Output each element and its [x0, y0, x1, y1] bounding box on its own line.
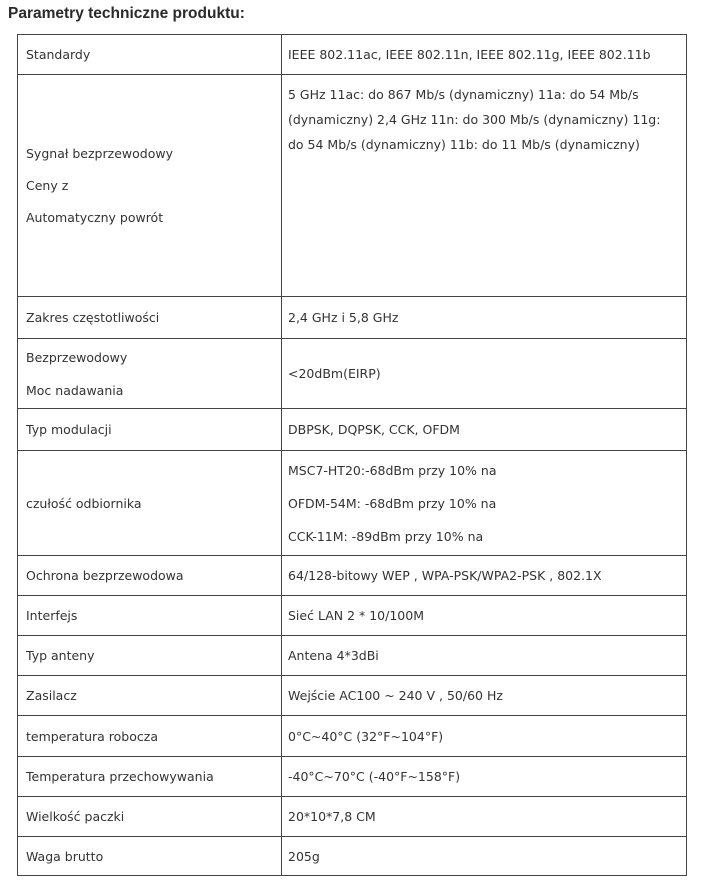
spec-label: Standardy	[18, 35, 282, 75]
spec-table	[17, 34, 687, 876]
spec-value: 5 GHz 11ac: do 867 Mb/s (dynamiczny) 11a: do 54 Mb/s (dynamiczny) 2,4 GHz 11n: do 300 Mb/s (dynamiczny) 11g: do 54 Mb/s (dynamiczny) 11b: do 11 Mb/s (dynamiczny)	[282, 75, 687, 297]
spec-label: Temperatura przechowywania	[18, 757, 282, 797]
spec-value: DBPSK, DQPSK, CCK, OFDM	[282, 409, 687, 451]
spec-label: Wielkość paczki	[18, 797, 282, 837]
spec-value: IEEE 802.11ac, IEEE 802.11n, IEEE 802.11g, IEEE 802.11b	[282, 35, 687, 75]
spec-value: Wejście AC100 ~ 240 V , 50/60 Hz	[282, 676, 687, 716]
spec-value: 205g	[282, 837, 687, 876]
spec-value: Sieć LAN 2 * 10/100M	[282, 596, 687, 636]
spec-label: Interfejs	[18, 596, 282, 636]
table-row	[18, 556, 687, 596]
spec-value: Antena 4*3dBi	[282, 636, 687, 676]
spec-label: temperatura robocza	[18, 716, 282, 757]
table-row	[18, 75, 687, 297]
spec-label: Waga brutto	[18, 837, 282, 876]
table-row	[18, 596, 687, 636]
spec-value: 2,4 GHz i 5,8 GHz	[282, 297, 687, 339]
spec-value: 64/128-bitowy WEP , WPA-PSK/WPA2-PSK , 802.1X	[282, 556, 687, 596]
spec-value: -40°C~70°C (-40°F~158°F)	[282, 757, 687, 797]
spec-value: 20*10*7,8 CM	[282, 797, 687, 837]
table-row	[18, 409, 687, 451]
table-row	[18, 797, 687, 837]
spec-value: 0°C~40°C (32°F~104°F)	[282, 716, 687, 757]
page-title: Parametry techniczne produktu:	[8, 5, 245, 22]
table-row	[18, 636, 687, 676]
spec-value: MSC7-HT20:-68dBm przy 10% na OFDM-54M: -68dBm przy 10% na CCK-11M: -89dBm przy 10% na	[282, 451, 687, 556]
spec-label: Sygnał bezprzewodowy Ceny z Automatyczny powrót	[18, 75, 282, 297]
spec-label: Bezprzewodowy Moc nadawania	[18, 339, 282, 409]
spec-label: Typ anteny	[18, 636, 282, 676]
spec-label: Zakres częstotliwości	[18, 297, 282, 339]
spec-label: Typ modulacji	[18, 409, 282, 451]
spec-label: czułość odbiornika	[18, 451, 282, 556]
table-row	[18, 837, 687, 876]
spec-label: Zasilacz	[18, 676, 282, 716]
table-row	[18, 35, 687, 75]
spec-value: <20dBm(EIRP)	[282, 339, 687, 409]
table-row	[18, 297, 687, 339]
table-row	[18, 757, 687, 797]
table-row	[18, 716, 687, 757]
spec-label: Ochrona bezprzewodowa	[18, 556, 282, 596]
table-row	[18, 451, 687, 556]
table-row	[18, 339, 687, 409]
table-row	[18, 676, 687, 716]
